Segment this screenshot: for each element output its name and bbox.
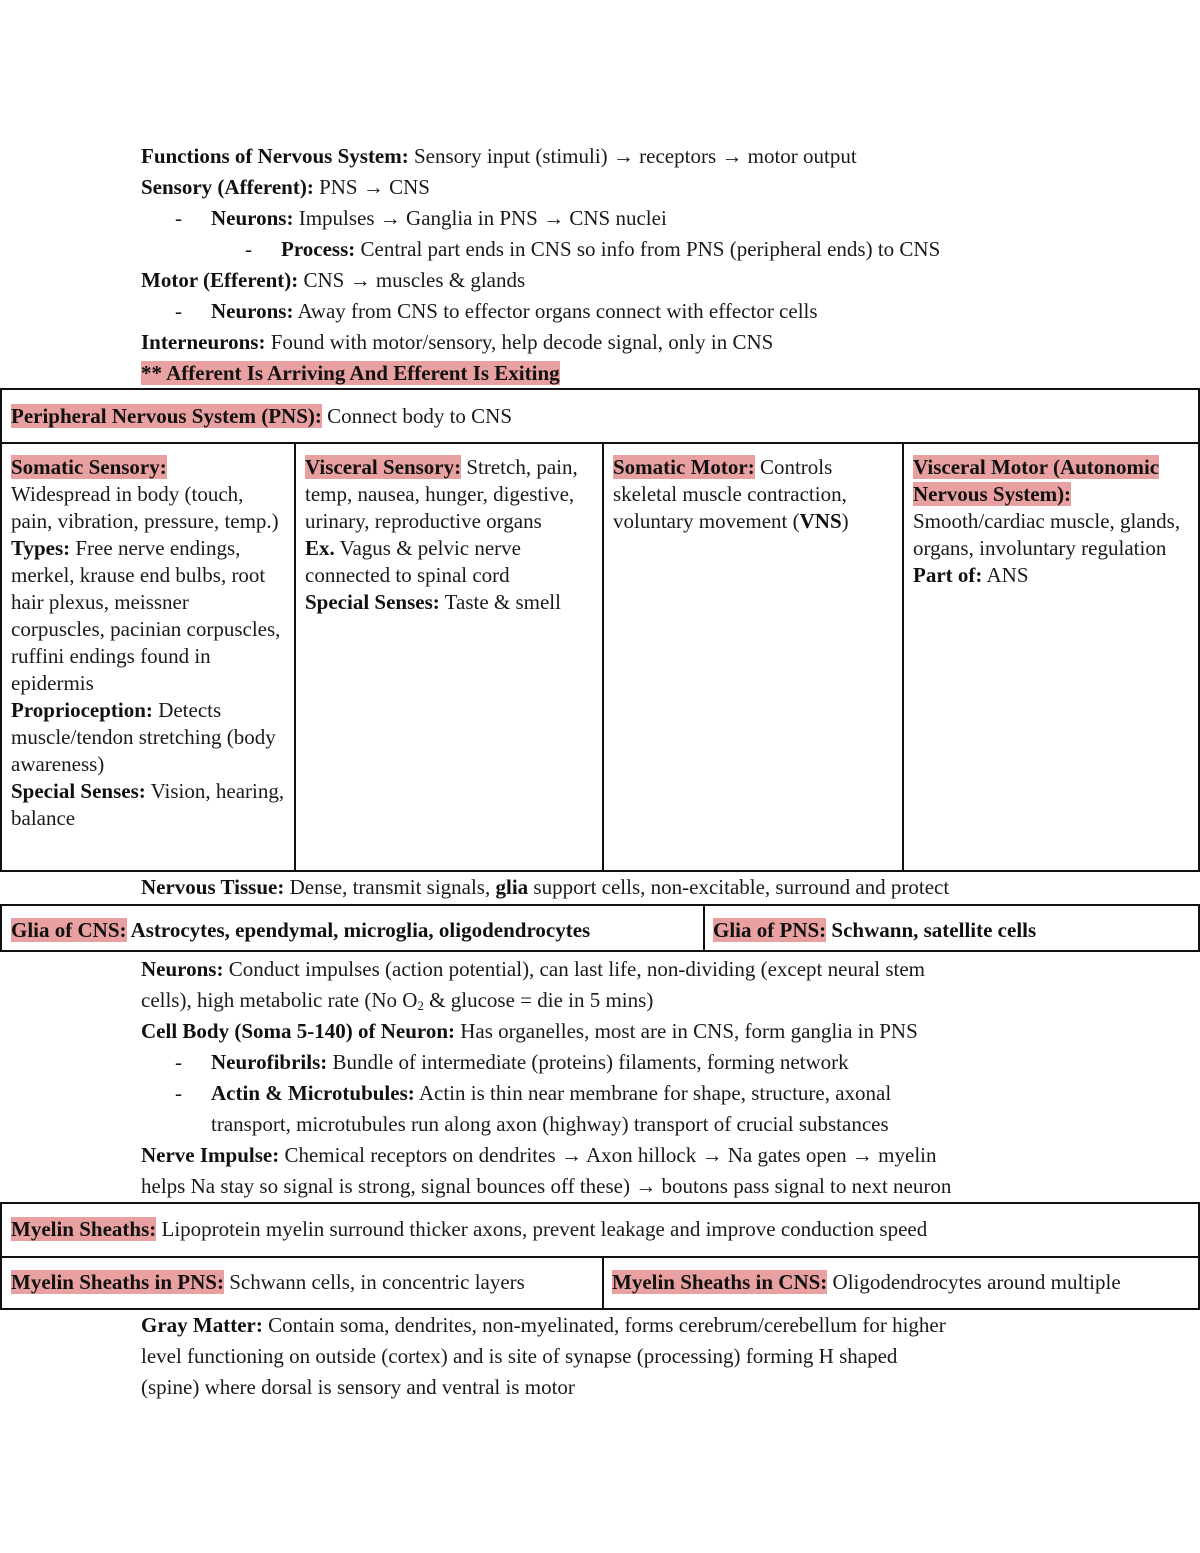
functions-text: Sensory input (stimuli) → receptors → motor output bbox=[408, 144, 857, 168]
motor-neurons-label: Neurons: bbox=[211, 299, 294, 323]
glia-cns-cell bbox=[11, 918, 590, 943]
example-label: Ex. bbox=[305, 536, 335, 560]
myelin-table bbox=[0, 1202, 1200, 1310]
bullet-dash: - bbox=[175, 299, 182, 323]
cell-body-line bbox=[141, 1016, 918, 1047]
nerve-impulse-text2: helps Na stay so signal is strong, signal bounces off these) → boutons pass signal to next neuron bbox=[141, 1174, 952, 1198]
nervous-tissue-line bbox=[141, 872, 949, 903]
special-senses-label: Special Senses: bbox=[11, 779, 146, 803]
myelin-pns-text: Schwann cells, in concentric layers bbox=[223, 1270, 525, 1294]
pns-columns bbox=[2, 444, 1198, 870]
motor-line bbox=[141, 265, 525, 296]
proprioception-label: Proprioception: bbox=[11, 698, 153, 722]
gray-matter-label: Gray Matter: bbox=[141, 1313, 263, 1337]
afferent-note bbox=[141, 358, 560, 389]
nervous-tissue-text1: Dense, transmit signals, bbox=[284, 875, 496, 899]
neurons-text2b: & glucose = die in 5 mins) bbox=[423, 988, 654, 1012]
sensory-neurons-text: Impulses → Ganglia in PNS → CNS nuclei bbox=[293, 206, 667, 230]
myelin-label: Myelin Sheaths: bbox=[11, 1217, 157, 1241]
neurofibrils-line bbox=[175, 1047, 849, 1078]
visceral-motor-cell bbox=[904, 444, 1198, 870]
motor-label: Motor (Efferent): bbox=[141, 268, 299, 292]
sensory-process-label: Process: bbox=[281, 237, 356, 261]
interneurons-label: Interneurons: bbox=[141, 330, 266, 354]
glia-table bbox=[0, 904, 1200, 952]
actin-text1: Actin is thin near membrane for shape, structure, axonal bbox=[414, 1081, 892, 1105]
bullet-dash: - bbox=[175, 1081, 182, 1105]
example-text: Vagus & pelvic nerve connected to spinal cord bbox=[305, 536, 521, 587]
motor-neurons-text: Away from CNS to effector organs connect with effector cells bbox=[293, 299, 818, 323]
somatic-motor-close: ) bbox=[841, 509, 849, 533]
sensory-neurons-line bbox=[175, 203, 667, 234]
somatic-motor-heading: Somatic Motor: bbox=[613, 455, 755, 479]
visceral-sensory-heading: Visceral Sensory: bbox=[305, 455, 462, 479]
vns-abbrev: VNS bbox=[799, 509, 842, 533]
actin-label: Actin & Microtubules: bbox=[211, 1081, 415, 1105]
neurons-line-1 bbox=[141, 954, 925, 985]
proprioception-text: Detects muscle/tendon stretching (body awareness) bbox=[11, 698, 276, 776]
bullet-dash: - bbox=[245, 237, 252, 261]
myelin-pns-label: Myelin Sheaths in PNS: bbox=[11, 1270, 224, 1294]
nervous-tissue-text2: support cells, non-excitable, surround and protect bbox=[528, 875, 950, 899]
afferent-note-text: ** Afferent Is Arriving And Efferent Is Exiting bbox=[141, 361, 560, 385]
visceral-motor-heading: Visceral Motor (Autonomic Nervous System): bbox=[913, 455, 1160, 506]
somatic-sensory-heading: Somatic Sensory: bbox=[11, 455, 167, 479]
bullet-dash: - bbox=[175, 206, 182, 230]
myelin-row bbox=[11, 1217, 927, 1242]
sensory-line bbox=[141, 172, 430, 203]
types-text: Free nerve endings, merkel, krause end bulbs, root hair plexus, meissner corpuscles, pacinian corpuscles, ruffini endings found in epidermis bbox=[11, 536, 281, 695]
neurofibrils-text: Bundle of intermediate (proteins) filaments, forming network bbox=[327, 1050, 849, 1074]
glia-pns-cell bbox=[713, 918, 1036, 943]
gray-matter-text2: level functioning on outside (cortex) and is site of synapse (processing) forming H shaped bbox=[141, 1344, 898, 1368]
somatic-motor-cell bbox=[604, 444, 902, 870]
myelin-divider bbox=[2, 1256, 1198, 1258]
myelin-cns-text: Oligodendrocytes around multiple bbox=[827, 1270, 1121, 1294]
pns-title-label: Peripheral Nervous System (PNS): bbox=[11, 404, 322, 428]
sensory-label: Sensory (Afferent): bbox=[141, 175, 314, 199]
neurons-text2a: cells), high metabolic rate (No O bbox=[141, 988, 418, 1012]
neurons-label: Neurons: bbox=[141, 957, 224, 981]
functions-label: Functions of Nervous System: bbox=[141, 144, 409, 168]
nervous-tissue-label: Nervous Tissue: bbox=[141, 875, 285, 899]
myelin-cns-cell bbox=[612, 1270, 1121, 1295]
column-divider bbox=[602, 1258, 604, 1308]
nerve-impulse-line-1 bbox=[141, 1140, 937, 1171]
visceral-sensory-cell bbox=[296, 444, 602, 870]
special-senses-label: Special Senses: bbox=[305, 590, 440, 614]
functions-line bbox=[141, 141, 857, 172]
cell-body-text: Has organelles, most are in CNS, form ganglia in PNS bbox=[455, 1019, 918, 1043]
myelin-cns-label: Myelin Sheaths in CNS: bbox=[612, 1270, 828, 1294]
sensory-neurons-label: Neurons: bbox=[211, 206, 294, 230]
gray-matter-line-2 bbox=[141, 1341, 897, 1372]
visceral-motor-desc: Smooth/cardiac muscle, glands, organs, involuntary regulation bbox=[913, 509, 1181, 560]
oxygen-subscript: 2 bbox=[417, 998, 424, 1013]
interneurons-line bbox=[141, 327, 773, 358]
cell-body-label: Cell Body (Soma 5-140) of Neuron: bbox=[141, 1019, 456, 1043]
glia-pns-label: Glia of PNS: bbox=[713, 918, 827, 942]
sensory-process-text: Central part ends in CNS so info from PNS (peripheral ends) to CNS bbox=[355, 237, 941, 261]
pns-table bbox=[0, 388, 1200, 872]
part-of-text: ANS bbox=[982, 563, 1029, 587]
bullet-dash: - bbox=[175, 1050, 182, 1074]
pns-title bbox=[11, 404, 512, 429]
special-senses-text: Vision, hearing, balance bbox=[11, 779, 285, 830]
neurofibrils-label: Neurofibrils: bbox=[211, 1050, 328, 1074]
glia-cns-text: Astrocytes, ependymal, microglia, oligodendrocytes bbox=[126, 918, 591, 942]
actin-text2: transport, microtubules run along axon (highway) transport of crucial substances bbox=[211, 1112, 889, 1136]
gray-matter-text3: (spine) where dorsal is sensory and ventral is motor bbox=[141, 1375, 575, 1399]
motor-neurons-line bbox=[175, 296, 818, 327]
pns-title-text: Connect body to CNS bbox=[321, 404, 513, 428]
somatic-motor-desc: Controls skeletal muscle contraction, voluntary movement ( bbox=[613, 455, 847, 533]
special-senses-text: Taste & smell bbox=[439, 590, 561, 614]
actin-line-2 bbox=[211, 1109, 889, 1140]
motor-text: CNS → muscles & glands bbox=[298, 268, 526, 292]
actin-line-1 bbox=[175, 1078, 891, 1109]
myelin-text: Lipoprotein myelin surround thicker axons, prevent leakage and improve conduction speed bbox=[156, 1217, 928, 1241]
types-label: Types: bbox=[11, 536, 71, 560]
somatic-sensory-desc: Widespread in body (touch, pain, vibration, pressure, temp.) bbox=[11, 482, 279, 533]
sensory-process-line bbox=[245, 234, 940, 265]
interneurons-text: Found with motor/sensory, help decode signal, only in CNS bbox=[265, 330, 774, 354]
gray-matter-line-1 bbox=[141, 1310, 946, 1341]
column-divider bbox=[703, 906, 705, 950]
glia-word: glia bbox=[495, 875, 529, 899]
neurons-text1: Conduct impulses (action potential), can last life, non-dividing (except neural stem bbox=[223, 957, 926, 981]
gray-matter-line-3 bbox=[141, 1372, 575, 1403]
myelin-pns-cell bbox=[11, 1270, 525, 1295]
visceral-sensory-desc: Stretch, pain, temp, nausea, hunger, digestive, urinary, reproductive organs bbox=[305, 455, 578, 533]
glia-cns-label: Glia of CNS: bbox=[11, 918, 127, 942]
sensory-text: PNS → CNS bbox=[313, 175, 430, 199]
somatic-sensory-cell bbox=[2, 444, 294, 870]
glia-pns-text: Schwann, satellite cells bbox=[826, 918, 1037, 942]
nerve-impulse-label: Nerve Impulse: bbox=[141, 1143, 280, 1167]
nerve-impulse-line-2 bbox=[141, 1171, 951, 1202]
gray-matter-text1: Contain soma, dendrites, non-myelinated, forms cerebrum/cerebellum for higher bbox=[262, 1313, 946, 1337]
nerve-impulse-text1: Chemical receptors on dendrites → Axon hillock → Na gates open → myelin bbox=[279, 1143, 937, 1167]
part-of-label: Part of: bbox=[913, 563, 983, 587]
